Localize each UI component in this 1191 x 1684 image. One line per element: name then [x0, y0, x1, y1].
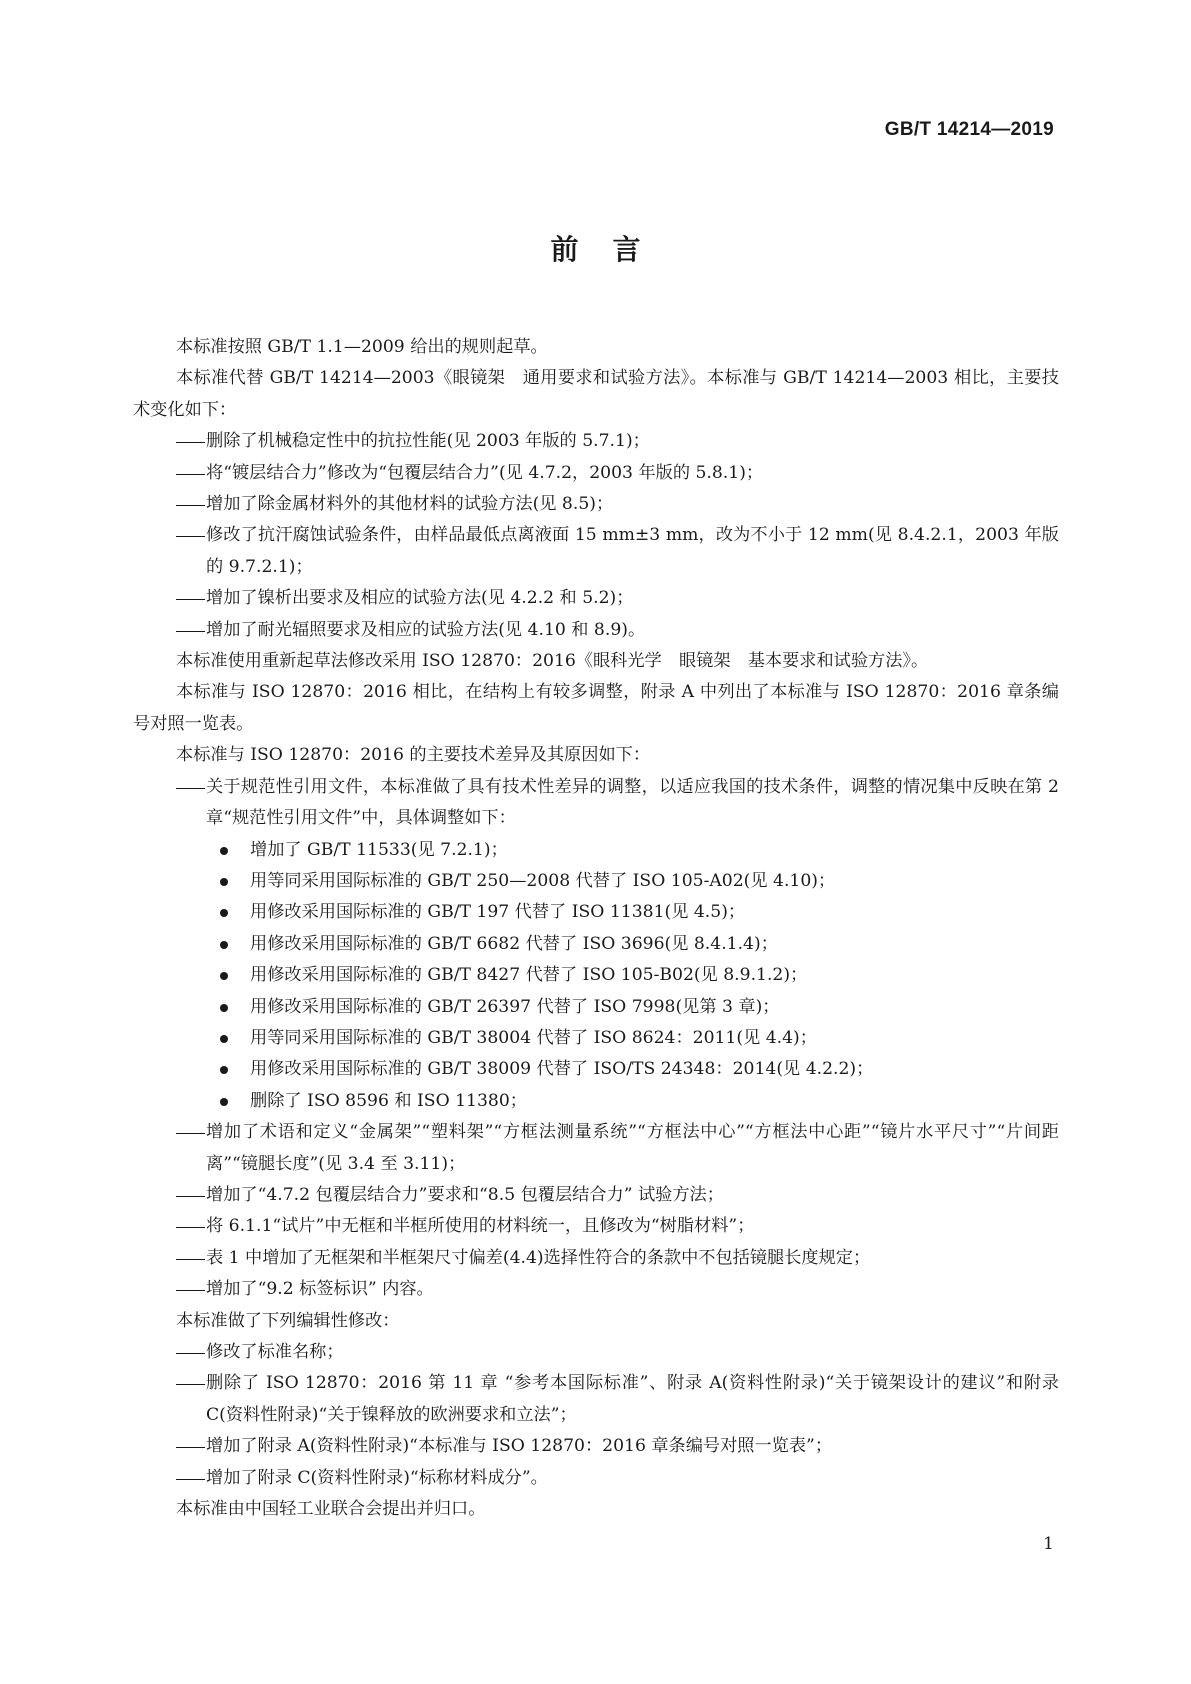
tech-differences-list: [133, 772, 1059, 1306]
bullet-item: 删除了 ISO 8596 和 ISO 11380；: [133, 1086, 1059, 1117]
list-item: 关于规范性引用文件，本标准做了具有技术性差异的调整，以适应我国的技术条件，调整的情况集中反映在第 2 章“规范性引用文件”中，具体调整如下：: [206, 776, 1059, 829]
bullet-item: 用等同采用国际标准的 GB/T 250—2008 代替了 ISO 105-A02(见 4.10)；: [133, 866, 1059, 897]
list-item: 增加了术语和定义“金属架”“塑料架”“方框法测量系统”“方框法中心”“方框法中心距”“镜片水平尺寸”“片间距离”“镜腿长度”(见 3.4 至 3.11)；: [206, 1122, 1059, 1174]
list-item: 将“镀层结合力”修改为“包覆层结合力”(见 4.7.2，2003 年版的 5.8.1)；: [206, 462, 764, 483]
paragraph-editorial: 本标准做了下列编辑性修改：: [176, 1310, 400, 1331]
paragraph-structure: 本标准与 ISO 12870：2016 相比，在结构上有较多调整，附录 A 中列出了本标准与 ISO 12870：2016 章条编号对照一览表。: [133, 682, 1059, 734]
list-item: 增加了耐光辐照要求及相应的试验方法(见 4.10 和 8.9)。: [206, 619, 646, 640]
bullet-item: 用修改采用国际标准的 GB/T 197 代替了 ISO 11381(见 4.5)；: [133, 897, 1059, 928]
page-title: 前言: [550, 233, 675, 266]
bullet-icon: [220, 1004, 228, 1012]
list-item: 增加了除金属材料外的其他材料的试验方法(见 8.5)；: [206, 494, 614, 515]
list-item: 增加了镍析出要求及相应的试验方法(见 4.2.2 和 5.2)；: [206, 588, 634, 609]
list-item: 修改了抗汗腐蚀试验条件，由样品最低点离液面 15 mm±3 mm，改为不小于 12 mm(见 8.4.2.1，2003 年版的 9.7.2.1)；: [206, 525, 1059, 577]
paragraph-replacement: 本标准代替 GB/T 14214—2003《眼镜架 通用要求和试验方法》。本标准与 GB/T 14214—2003 相比，主要技术变化如下：: [133, 368, 1059, 420]
bullet-item: 增加了 GB/T 11533(见 7.2.1)；: [133, 835, 1059, 866]
paragraph-proposer: 本标准由中国轻工业联合会提出并归口。: [176, 1499, 486, 1520]
list-item: 删除了 ISO 12870：2016 第 11 章 “参考本国际标准”、附录 A(资料性附录)“关于镜架设计的建议”和附录 C(资料性附录)“关于镍释放的欧洲要求和立法”；: [206, 1373, 1059, 1425]
bullet-icon: [220, 909, 228, 917]
bullet-icon: [220, 1098, 228, 1106]
paragraph-tech-differences: 本标准与 ISO 12870：2016 的主要技术差异及其原因如下：: [176, 745, 651, 766]
bullet-item: 用修改采用国际标准的 GB/T 6682 代替了 ISO 3696(见 8.4.1.4)；: [133, 929, 1059, 960]
bullet-item: 用等同采用国际标准的 GB/T 38004 代替了 ISO 8624：2011(见 4.4)；: [133, 1023, 1059, 1054]
paragraph-drafting-rule: 本标准按照 GB/T 1.1—2009 给出的规则起草。: [176, 337, 548, 357]
list-item: 增加了“9.2 标签标识” 内容。: [206, 1279, 434, 1300]
editorial-changes-list: [133, 1337, 1059, 1494]
bullet-item: 用修改采用国际标准的 GB/T 8427 代替了 ISO 105-B02(见 8.9.1.2)；: [133, 960, 1059, 991]
bullet-item: 用修改采用国际标准的 GB/T 38009 代替了 ISO/TS 24348：2014(见 4.2.2)；: [133, 1054, 1059, 1085]
list-item: 将 6.1.1“试片”中无框和半框所使用的材料统一，且修改为“树脂材料”；: [206, 1216, 755, 1237]
page-number: 1: [1043, 1534, 1054, 1554]
list-item: 增加了附录 C(资料性附录)“标称材料成分”。: [206, 1467, 548, 1488]
list-item: 增加了“4.7.2 包覆层结合力”要求和“8.5 包覆层结合力” 试验方法；: [206, 1184, 724, 1205]
main-changes-list: [133, 426, 1059, 646]
standard-code: GB/T 14214—2019: [884, 119, 1054, 140]
bullet-icon: [220, 878, 228, 886]
bullet-icon: [220, 972, 228, 980]
bullet-icon: [220, 941, 228, 949]
bullet-icon: [220, 1066, 228, 1074]
document-body: [133, 332, 1059, 1525]
bullet-icon: [220, 847, 228, 855]
list-item: 增加了附录 A(资料性附录)“本标准与 ISO 12870：2016 章条编号对照一览表”；: [206, 1436, 833, 1457]
bullet-icon: [220, 1035, 228, 1043]
list-item: 表 1 中增加了无框架和半框架尺寸偏差(4.4)选择性符合的条款中不包括镜腿长度规定；: [206, 1247, 871, 1268]
list-item: 修改了标准名称；: [206, 1342, 344, 1362]
paragraph-adoption: 本标准使用重新起草法修改采用 ISO 12870：2016《眼科光学 眼镜架 基本要求和试验方法》。: [176, 651, 929, 672]
reference-bullet-list: [133, 835, 1059, 1118]
bullet-item: 用修改采用国际标准的 GB/T 26397 代替了 ISO 7998(见第 3 章)；: [133, 992, 1059, 1023]
list-item: 删除了机械稳定性中的抗拉性能(见 2003 年版的 5.7.1)；: [206, 431, 650, 452]
